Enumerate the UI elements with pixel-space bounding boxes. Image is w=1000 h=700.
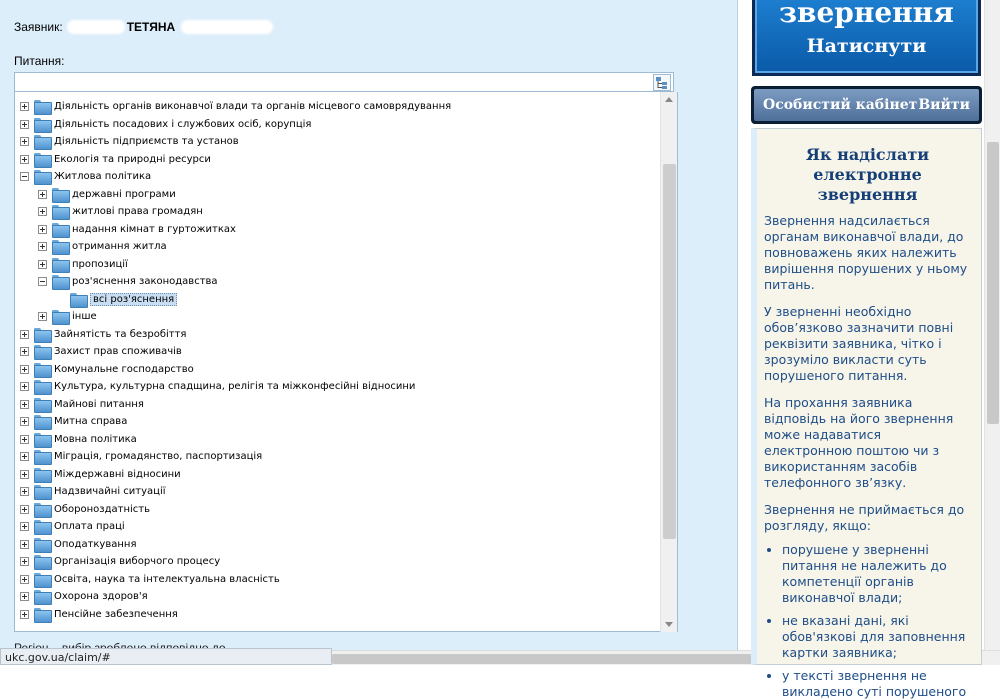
tree-node-label: Обороноздатність xyxy=(54,503,150,515)
cabinet-bar xyxy=(751,86,982,124)
folder-icon xyxy=(34,345,50,358)
folder-icon xyxy=(34,590,50,603)
info-paragraph: Звернення не приймається до розгляду, якщо: xyxy=(764,502,965,533)
folder-icon xyxy=(34,468,50,481)
expand-icon[interactable] xyxy=(20,417,29,426)
expand-icon[interactable] xyxy=(20,137,29,146)
folder-icon xyxy=(34,170,50,183)
scroll-up-arrow-icon[interactable] xyxy=(665,97,673,102)
expand-icon[interactable] xyxy=(20,522,29,531)
folder-icon xyxy=(70,293,86,306)
info-title: Як надіслати електронне звернення xyxy=(805,145,930,204)
tree-node-label: Екологія та природні ресурси xyxy=(54,153,211,165)
tree-node-label: Пенсійне забезпечення xyxy=(54,608,178,620)
tree-node-label: Освіта, наука та інтелектуальна власність xyxy=(54,573,280,585)
folder-icon xyxy=(34,485,50,498)
tree-node-label: Зайнятість та безробіття xyxy=(54,328,187,340)
expand-icon[interactable] xyxy=(20,575,29,584)
tree-node[interactable] xyxy=(20,168,151,185)
tree-node[interactable] xyxy=(20,483,166,500)
tree-node[interactable] xyxy=(38,186,176,203)
expand-icon[interactable] xyxy=(20,487,29,496)
tree-node-label: Житлова політика xyxy=(54,171,152,182)
expand-icon[interactable] xyxy=(38,207,47,216)
folder-icon xyxy=(34,100,50,113)
tree-node-label: Митна справа xyxy=(54,416,128,427)
applicant-label: Заявник: xyxy=(14,20,63,34)
tree-node-label: Комунальне господарство xyxy=(54,363,194,375)
expand-icon[interactable] xyxy=(20,365,29,374)
status-url: ukc.gov.ua/claim/# xyxy=(5,651,111,664)
folder-icon xyxy=(52,310,68,323)
tree-node-label: пропозиції xyxy=(72,258,128,270)
tree-node[interactable] xyxy=(38,256,128,273)
expand-icon[interactable] xyxy=(20,155,29,164)
folder-icon xyxy=(52,223,68,236)
tree-node-label: всі роз'яснення xyxy=(90,293,177,306)
applicant-name: ТЕТЯНА xyxy=(126,20,176,34)
tree-scrollbar[interactable] xyxy=(660,92,677,632)
expand-icon[interactable] xyxy=(20,382,29,391)
tree-node[interactable] xyxy=(20,536,136,553)
question-tree[interactable] xyxy=(14,92,678,632)
personal-cabinet-link[interactable]: Особистий кабінет xyxy=(763,97,918,113)
tree-node-label: Майнові питання xyxy=(54,398,144,410)
tree-node-label: Міждержавні відносини xyxy=(54,468,181,480)
tree-node[interactable] xyxy=(20,326,186,343)
expand-icon[interactable] xyxy=(20,120,29,129)
browser-status-bar xyxy=(0,648,332,665)
tree-node[interactable] xyxy=(20,378,415,395)
tree-node[interactable] xyxy=(20,361,194,378)
folder-icon xyxy=(34,450,50,463)
page-scrollbar[interactable] xyxy=(984,0,1000,650)
folder-icon xyxy=(34,415,50,428)
tree-node[interactable] xyxy=(20,133,239,150)
expand-icon[interactable] xyxy=(20,470,29,479)
tree-node-label: Діяльність підприємств та установ xyxy=(54,136,239,147)
folder-icon xyxy=(34,520,50,533)
expand-icon[interactable] xyxy=(20,400,29,409)
tree-node-label: отримання житла xyxy=(72,241,167,252)
info-paragraph: У зверненні необхідно обов’язково зазначити повні реквізити заявника, чітко і зрозуміло викласти суть порушеного питання. xyxy=(764,304,954,383)
expand-icon[interactable] xyxy=(38,225,47,234)
tree-node[interactable] xyxy=(38,221,236,238)
expand-icon[interactable] xyxy=(20,452,29,461)
tree-node-label: надання кімнат в гуртожитках xyxy=(72,223,236,235)
folder-icon xyxy=(34,118,50,131)
tree-node-label: Міграція, громадянство, паспортизація xyxy=(54,451,263,462)
expand-icon[interactable] xyxy=(20,592,29,601)
tree-node-label: інше xyxy=(72,311,97,322)
scroll-down-arrow-icon[interactable] xyxy=(665,622,673,627)
tree-node[interactable] xyxy=(38,238,167,255)
folder-icon xyxy=(52,258,68,271)
info-paragraph: На прохання заявника відповідь на його звернення може надаватися електронною поштою чи з використанням засобів телефонного зв’язку. xyxy=(764,395,954,490)
tree-node[interactable] xyxy=(20,466,181,483)
tree-node-label: Мовна політика xyxy=(54,433,137,445)
rejection-reasons-list xyxy=(764,542,971,700)
tree-node-label: Діяльність органів виконавчої влади та органів місцевого самоврядування xyxy=(54,101,452,112)
tree-node-label: Діяльність посадових і службових осіб, корупція xyxy=(54,118,312,130)
expand-icon[interactable] xyxy=(20,330,29,339)
banner-subtitle: Натиснути xyxy=(806,35,927,57)
tree-node[interactable] xyxy=(20,396,144,413)
how-to-submit-info xyxy=(751,128,982,699)
folder-icon xyxy=(34,328,50,341)
list-item: • не вказані дані, які обов'язкові для заповнення картки заявника; xyxy=(782,613,971,661)
tree-node[interactable] xyxy=(38,308,97,325)
expand-icon[interactable] xyxy=(20,540,29,549)
list-item: • у тексті звернення не викладено суті порушеного xyxy=(782,668,971,700)
expand-icon[interactable] xyxy=(20,102,29,111)
tree-scrollbar-thumb[interactable] xyxy=(663,164,676,539)
tree-node-label: житлові права громадян xyxy=(72,206,203,217)
tree-node[interactable] xyxy=(20,501,150,518)
list-item: • порушене у зверненні питання не належить до компетенції органів виконавчої влади; xyxy=(782,542,971,606)
tree-node-label: Культура, культурна спадщина, релігія та міжконфесійні відносини xyxy=(54,381,416,392)
tree-node[interactable] xyxy=(20,571,280,588)
tree-node[interactable] xyxy=(20,413,127,430)
folder-icon xyxy=(52,205,68,218)
expand-icon[interactable] xyxy=(20,347,29,356)
expand-icon[interactable] xyxy=(20,435,29,444)
tree-leaf-item[interactable] xyxy=(70,291,177,308)
folder-icon xyxy=(52,275,68,288)
tree-node[interactable] xyxy=(20,553,220,570)
folder-icon xyxy=(34,573,50,586)
tree-node[interactable] xyxy=(20,98,451,115)
tree-node[interactable] xyxy=(20,116,311,133)
folder-icon xyxy=(34,363,50,376)
tree-node[interactable] xyxy=(38,203,203,220)
tree-node-label: Надзвичайні ситуації xyxy=(54,486,166,497)
folder-icon xyxy=(34,153,50,166)
cabinet-bar-inner xyxy=(754,89,979,121)
page-scrollbar-thumb[interactable] xyxy=(987,142,999,424)
tree-toggle-button[interactable] xyxy=(653,74,671,91)
tree-node-label: Захист прав споживачів xyxy=(54,346,182,357)
tree-node[interactable] xyxy=(20,518,125,535)
tree-node-label: Охорона здоров'я xyxy=(54,591,148,602)
expand-icon[interactable] xyxy=(20,557,29,566)
redacted-patronymic xyxy=(181,20,273,34)
folder-icon xyxy=(34,380,50,393)
tree-view-icon xyxy=(654,75,670,90)
expand-icon[interactable] xyxy=(38,242,47,251)
expand-icon[interactable] xyxy=(38,190,47,199)
logout-link[interactable]: Вийти xyxy=(918,97,970,113)
info-paragraph: Звернення надсилається органам виконавчої влади, до повноважень яких належить вирішення порушених у ньому питань. xyxy=(764,213,968,292)
collapse-icon[interactable] xyxy=(20,172,29,181)
banner-title: звернення xyxy=(779,0,954,29)
folder-icon xyxy=(52,188,68,201)
folder-icon xyxy=(52,240,68,253)
tree-node[interactable] xyxy=(20,431,137,448)
tree-node[interactable] xyxy=(20,343,182,360)
tree-node-label: Оподаткування xyxy=(54,538,137,550)
expand-icon[interactable] xyxy=(20,610,29,619)
collapse-icon[interactable] xyxy=(38,277,47,286)
folder-icon xyxy=(34,555,50,568)
submit-claim-banner[interactable] xyxy=(752,0,981,76)
question-label: Питання: xyxy=(14,54,65,68)
folder-icon xyxy=(34,398,50,411)
redacted-surname xyxy=(67,20,125,34)
tree-node[interactable] xyxy=(20,606,178,623)
tree-node-label: державні програми xyxy=(72,188,176,200)
tree-node-label: Організація виборчого процесу xyxy=(54,556,221,567)
applicant-row xyxy=(14,20,273,34)
tree-node-label: роз'яснення законодавства xyxy=(72,276,218,287)
folder-icon xyxy=(34,503,50,516)
folder-icon xyxy=(34,538,50,551)
question-input[interactable] xyxy=(14,72,674,92)
tree-node-label: Оплата праці xyxy=(54,521,125,532)
expand-icon[interactable] xyxy=(38,260,47,269)
folder-icon xyxy=(34,433,50,446)
expand-icon[interactable] xyxy=(20,505,29,514)
folder-icon xyxy=(34,608,50,621)
tree-node[interactable] xyxy=(20,151,211,168)
folder-icon xyxy=(34,135,50,148)
tree-node[interactable] xyxy=(38,273,218,290)
tree-node[interactable] xyxy=(20,448,262,465)
expand-icon[interactable] xyxy=(38,312,47,321)
tree-node[interactable] xyxy=(20,588,148,605)
